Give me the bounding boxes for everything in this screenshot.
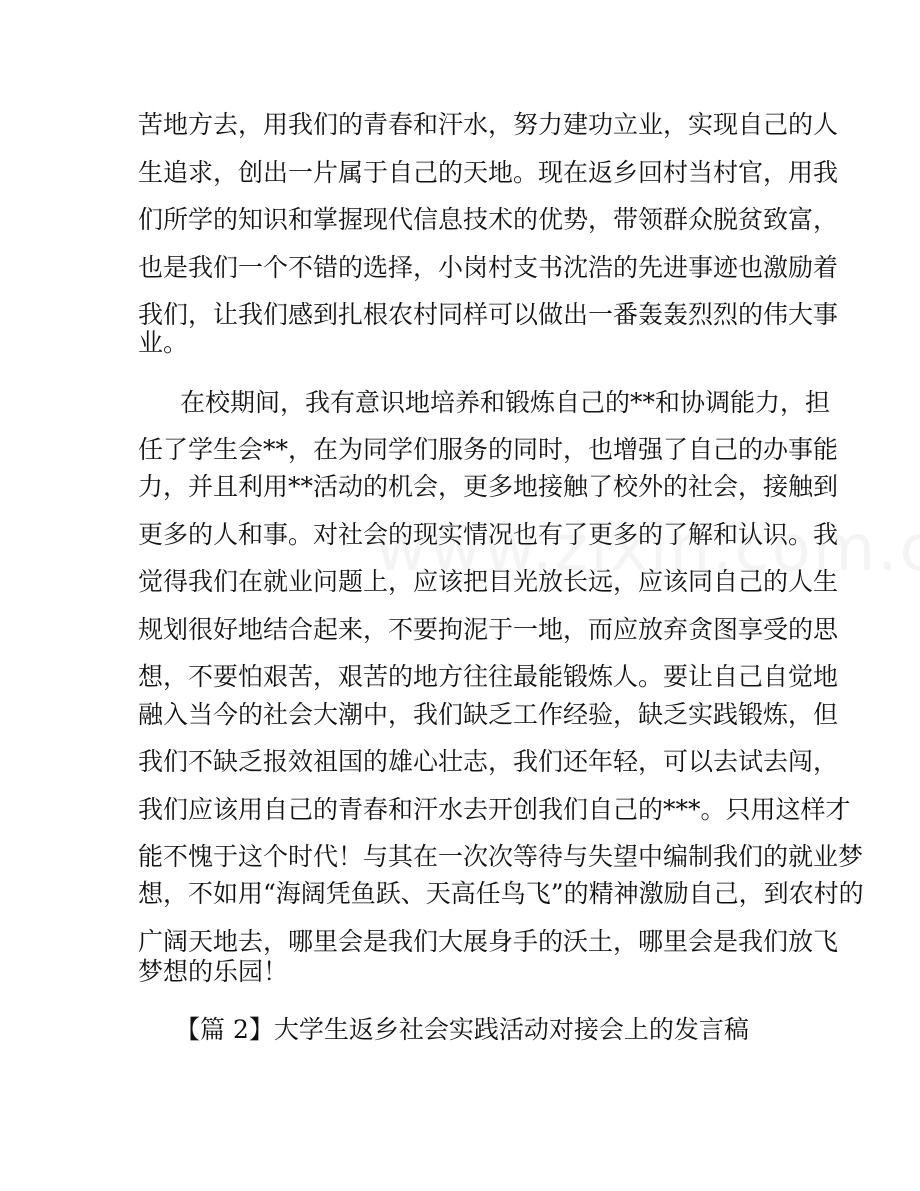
text-line: 广阔天地去，哪里会是我们大展身手的沃土，哪里会是我们放飞	[138, 927, 839, 956]
text-line: 生追求，创出一片属于自己的天地。现在返乡回村当村官，用我	[138, 158, 839, 187]
text-line: 苦地方去，用我们的青春和汗水，努力建功立业，实现自己的人	[138, 110, 839, 139]
text-line: 们所学的知识和掌握现代信息技术的优势，带领群众脱贫致富，	[138, 205, 839, 234]
text-line: 业。	[138, 328, 189, 357]
text-line: 融入当今的社会大潮中，我们缺乏工作经验，缺乏实践锻炼，但	[138, 700, 839, 729]
text-line: 我们不缺乏报效祖国的雄心壮志，我们还年轻，可以去试去闯，	[138, 747, 839, 776]
text-line: 能不愧于这个时代！与其在一次次等待与失望中编制我们的就业梦	[138, 842, 864, 871]
text-line: 想，不如用“海阔凭鱼跃、天高任鸟飞”的精神激励自己，到农村的	[138, 879, 864, 908]
text-line: 更多的人和事。对社会的现实情况也有了更多的了解和认识。我	[138, 520, 839, 549]
text-line: 也是我们一个不错的选择，小岗村支书沈浩的先进事迹也激励着	[138, 253, 839, 282]
text-line: 在校期间，我有意识地培养和锻炼自己的**和协调能力，担	[180, 388, 831, 417]
text-line: 梦想的乐园！	[138, 957, 289, 986]
text-line: 我们应该用自己的青春和汗水去开创我们自己的***。只用这样才	[138, 795, 851, 824]
text-line: 规划很好地结合起来，不要拘泥于一地，而应放弃贪图享受的思	[138, 615, 839, 644]
text-line: 任了学生会**，在为同学们服务的同时，也增强了自己的办事能	[138, 435, 839, 464]
text-line: 想，不要怕艰苦，艰苦的地方往往最能锻炼人。要让自己自觉地	[138, 662, 839, 691]
text-line: 力，并且利用**活动的机会，更多地接触了校外的社会，接触到	[138, 472, 839, 501]
text-line: 觉得我们在就业问题上，应该把目光放长远，应该同自己的人生	[138, 567, 839, 596]
section-heading: 【篇 2】大学生返乡社会实践活动对接会上的发言稿	[175, 1015, 749, 1044]
text-line: 我们，让我们感到扎根农村同样可以做出一番轰轰烈烈的伟大事	[138, 300, 839, 329]
